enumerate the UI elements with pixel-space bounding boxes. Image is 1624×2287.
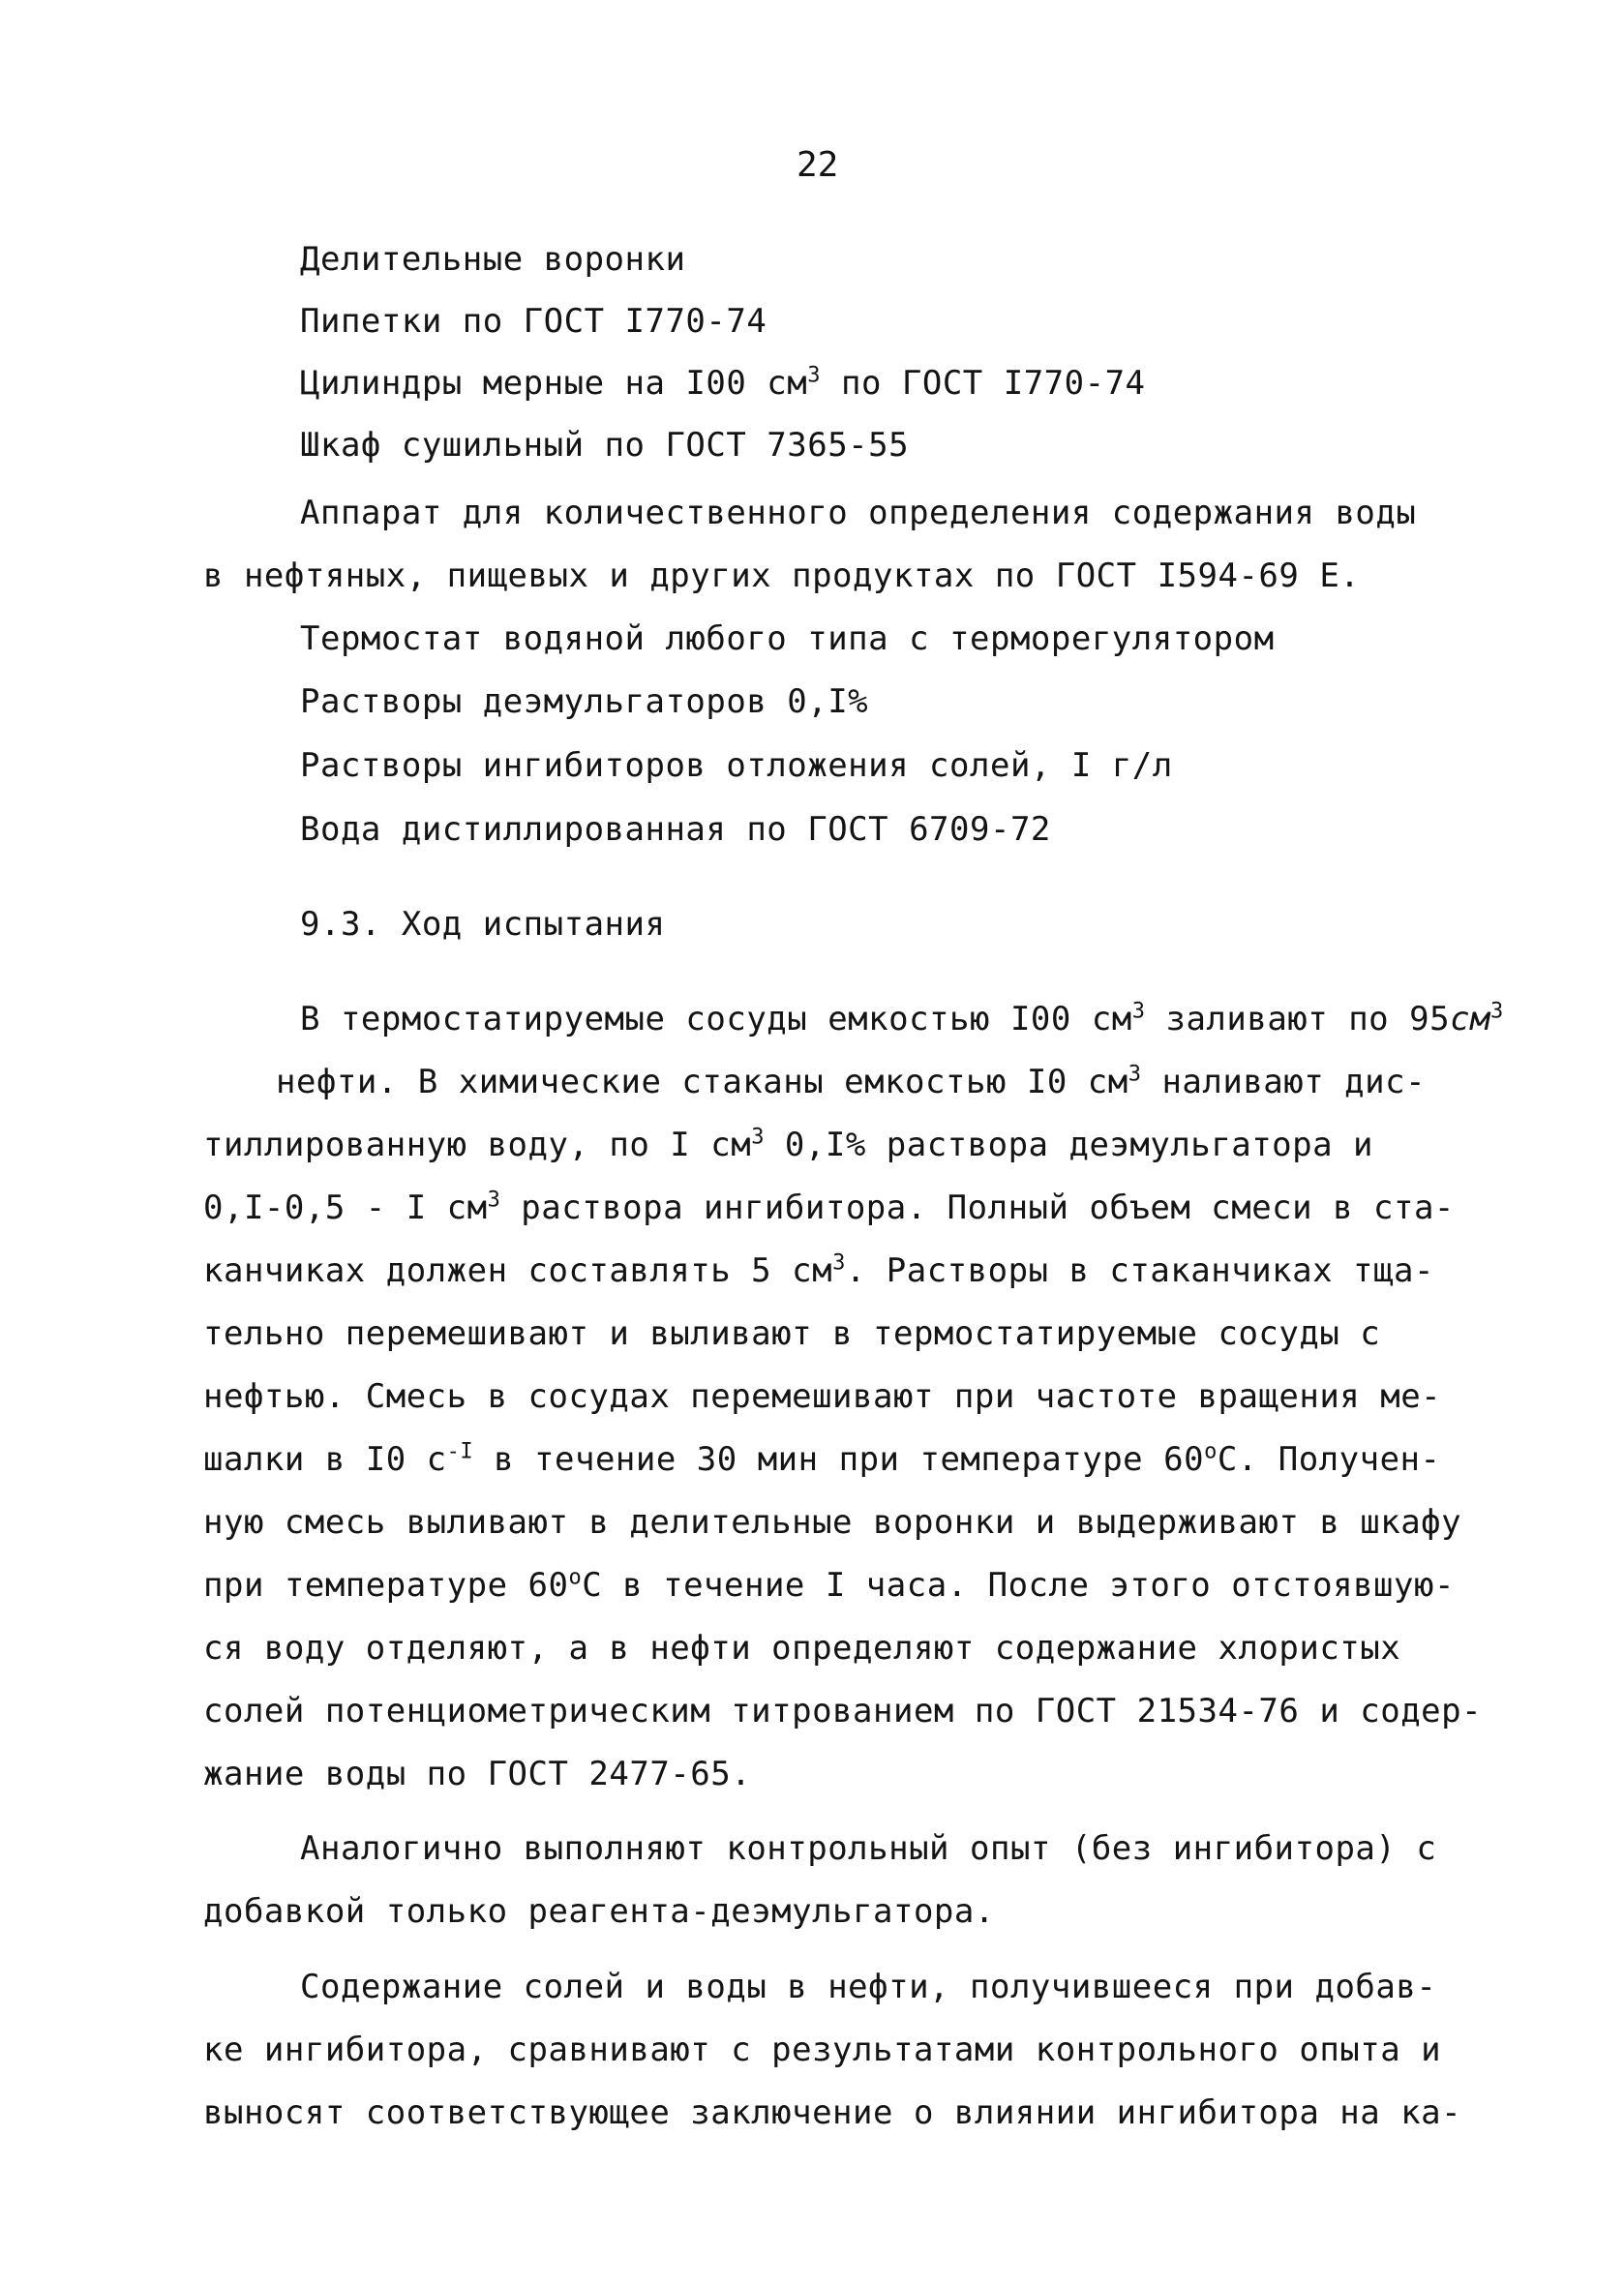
paragraph-line: Аналогично выполняют контрольный опыт (без ингибитора) с bbox=[300, 1829, 1437, 1868]
equipment-item: Делительные воронки bbox=[300, 240, 686, 279]
equipment-item: Термостат водяной любого типа с терморегулятором bbox=[300, 619, 1275, 658]
superscript-cubic: 3 bbox=[807, 363, 821, 388]
paragraph-line: солей потенциометрическим титрованием по ГОСТ 21534-76 и содер- bbox=[203, 1692, 1483, 1730]
paragraph-line: 0,I-0,5 - I $см^3$ раствора ингибитора. Полный объем смеси в ста- bbox=[203, 1188, 1455, 1227]
equipment-item: Шкаф сушильный по ГОСТ 7365-55 bbox=[300, 426, 910, 465]
equipment-item: Пипетки по ГОСТ I770-74 bbox=[300, 302, 767, 341]
handwritten-unit: см bbox=[1450, 1000, 1491, 1038]
paragraph-line: канчиках должен составлять 5 $см^3$. Растворы в стаканчиках тща- bbox=[203, 1250, 1434, 1290]
equipment-item: Вода дистиллированная по ГОСТ 6709-72 bbox=[300, 810, 1051, 849]
equipment-item: Растворы деэмульгаторов 0,I% bbox=[300, 682, 869, 721]
paragraph-line: шалки в I0 $с^{-I}$ в течение 30 мин при температуре 60$^o$С. Получен- bbox=[203, 1439, 1441, 1479]
paragraph-line: выносят соответствующее заключение о влиянии ингибитора на ка- bbox=[203, 2093, 1462, 2132]
paragraph-line: нефти. В химические стаканы емкостью I0 $см^3$ наливают дис- bbox=[276, 1062, 1427, 1101]
paragraph-line: Содержание солей и воды в нефти, получившееся при добав- bbox=[300, 1968, 1437, 2006]
paragraph-line: ке ингибитора, сравнивают с результатами контрольного опыта и bbox=[203, 2031, 1442, 2069]
paragraph-line: тельно перемешивают и выливают в термостатируемые сосуды с bbox=[203, 1314, 1381, 1353]
paragraph-line: добавкой только реагента-деэмульгатора. bbox=[203, 1892, 995, 1931]
equipment-item-continuation: в нефтяных, пищевых и других продуктах по ГОСТ I594-69 Е. bbox=[203, 557, 1361, 595]
equipment-item: Цилиндры мерные на I00 $см^3$ по ГОСТ I770-74 bbox=[300, 363, 1146, 403]
paragraph-line: при температуре 60$^o$С в течение I часа. После этого отстоявшую- bbox=[203, 1565, 1455, 1605]
paragraph-line: В термостатируемые сосуды емкостью I00 $см^3$ заливают по $95см^3$ bbox=[300, 999, 1504, 1038]
paragraph-line: тиллированную воду, по I $см^3$ 0,I% раствора деэмульгатора и bbox=[203, 1125, 1374, 1164]
equipment-item: Аппарат для количественного определения содержания воды bbox=[300, 494, 1417, 532]
section-heading: 9.3. Ход испытания bbox=[300, 905, 666, 944]
paragraph-line: ся воду отделяют, а в нефти определяют содержание хлористых bbox=[203, 1629, 1401, 1668]
paragraph-line: жание воды по ГОСТ 2477-65. bbox=[203, 1755, 752, 1793]
equipment-item: Растворы ингибиторов отложения солей, I г/л bbox=[300, 746, 1173, 785]
page-number: 22 bbox=[797, 145, 839, 185]
paragraph-line: нефтью. Смесь в сосудах перемешивают при частоте вращения ме- bbox=[203, 1377, 1442, 1416]
paragraph-line: ную смесь выливают в делительные воронки и выдерживают в шкафу bbox=[203, 1503, 1462, 1542]
